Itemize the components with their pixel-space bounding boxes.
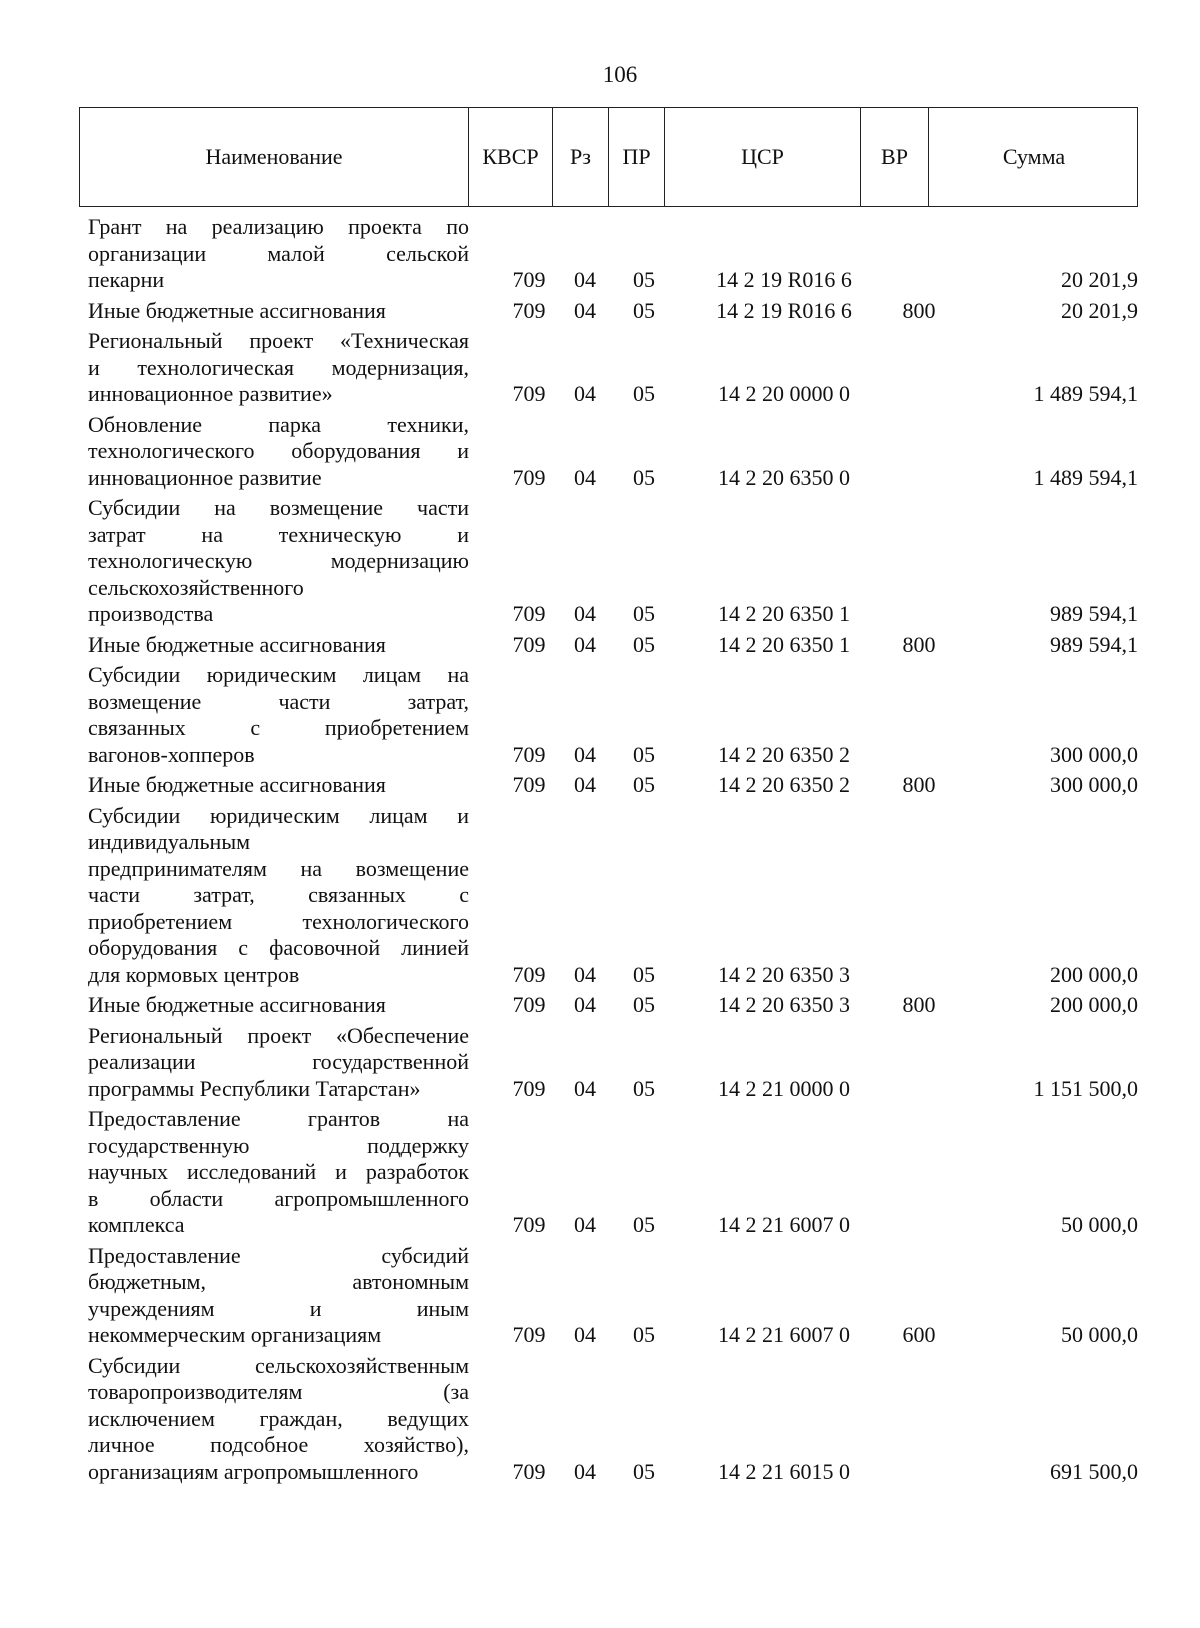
- table-row: [79, 328, 1138, 408]
- row-name-line: Грант на реализацию проекта по: [88, 214, 469, 239]
- row-sum: 50 000,0: [1061, 1212, 1138, 1237]
- column-header-name: Наименование: [205, 144, 343, 169]
- row-rz: 04: [574, 1322, 596, 1347]
- table-row: [79, 1243, 1138, 1349]
- row-name-line: производства: [88, 601, 214, 626]
- table-row: [79, 412, 1138, 492]
- table-row: [79, 803, 1138, 989]
- row-name-line: пекарни: [88, 267, 165, 292]
- column-header-rz: Рз: [552, 108, 608, 206]
- table-row: [79, 1353, 1138, 1486]
- row-csr: 14 2 20 6350 2: [718, 741, 850, 767]
- row-name-line: Иные бюджетные ассигнования: [88, 772, 386, 797]
- row-csr: 14 2 21 0000 0: [718, 1075, 850, 1101]
- row-rz: 04: [574, 297, 596, 323]
- row-sum: 691 500,0: [1050, 1458, 1138, 1484]
- row-name: [88, 495, 469, 628]
- row-name-line: в области агропромышленного: [88, 1185, 469, 1211]
- row-kvsr: 709: [512, 297, 546, 323]
- row-pr: 05: [633, 1458, 655, 1484]
- row-name-line: Субсидии сельскохозяйственным: [88, 1352, 469, 1378]
- row-pr: 05: [633, 741, 655, 767]
- row-name: [88, 992, 469, 1019]
- row-name-line: сельскохозяйственного: [88, 574, 304, 600]
- row-rz: 04: [574, 631, 596, 657]
- row-sum: 1 489 594,1: [1033, 464, 1138, 490]
- row-csr: 14 2 21 6007 0: [718, 1322, 850, 1347]
- row-name: [88, 1023, 469, 1103]
- table-row: [79, 1106, 1138, 1239]
- row-name-line: программы Республики Татарстан»: [88, 1075, 421, 1101]
- row-kvsr: 709: [512, 1075, 546, 1101]
- row-kvsr: 709: [512, 1322, 546, 1347]
- row-name-line: связанных с приобретением: [88, 715, 469, 740]
- row-name-line: вагонов-хопперов: [88, 741, 255, 767]
- row-sum: 1 151 500,0: [1033, 1075, 1138, 1101]
- row-name-line: Региональный проект «Техническая: [88, 328, 469, 353]
- row-csr: 14 2 20 6350 1: [718, 601, 850, 626]
- row-sum: 20 201,9: [1061, 297, 1138, 323]
- row-pr: 05: [633, 464, 655, 490]
- row-name: [88, 1243, 469, 1349]
- row-rz: 04: [574, 267, 596, 292]
- row-pr: 05: [633, 992, 655, 1017]
- column-header-pr: ПР: [608, 108, 664, 206]
- row-name-line: возмещение части затрат,: [88, 688, 469, 714]
- row-name-line: Иные бюджетные ассигнования: [88, 297, 386, 323]
- row-kvsr: 709: [512, 464, 546, 490]
- table-body: [79, 210, 1138, 1485]
- row-pr: 05: [633, 297, 655, 323]
- column-header-kvsr: КВСР: [468, 108, 552, 206]
- row-sum: 989 594,1: [1050, 631, 1138, 657]
- row-rz: 04: [574, 601, 596, 626]
- row-pr: 05: [633, 1212, 655, 1237]
- row-name: [88, 803, 469, 989]
- row-rz: 04: [574, 992, 596, 1017]
- row-name-line: товаропроизводителям (за: [88, 1379, 469, 1404]
- row-name-line: технологического оборудования и: [88, 438, 469, 463]
- row-name-line: части затрат, связанных с: [88, 882, 469, 907]
- row-name-line: для кормовых центров: [88, 961, 300, 987]
- page-number: 106: [602, 62, 638, 87]
- row-name-line: Субсидии юридическим лицам на: [88, 662, 469, 687]
- table-header: [79, 107, 1138, 207]
- row-rz: 04: [574, 1458, 596, 1484]
- row-kvsr: 709: [512, 267, 546, 292]
- row-pr: 05: [633, 772, 655, 797]
- row-vr: 600: [902, 1322, 936, 1347]
- table-row: [79, 772, 1138, 799]
- row-csr: 14 2 21 6015 0: [718, 1458, 850, 1484]
- row-csr: 14 2 20 0000 0: [718, 381, 850, 406]
- row-name: [88, 1106, 469, 1239]
- row-sum: 1 489 594,1: [1033, 381, 1138, 406]
- row-name-line: инновационное развитие»: [88, 381, 333, 406]
- row-rz: 04: [574, 961, 596, 987]
- row-csr: 14 2 20 6350 3: [718, 961, 850, 987]
- row-rz: 04: [574, 381, 596, 406]
- row-pr: 05: [633, 1322, 655, 1347]
- row-name: [88, 328, 469, 408]
- row-kvsr: 709: [512, 1212, 546, 1237]
- row-name: [88, 662, 469, 768]
- row-name-line: технологическую модернизацию: [88, 548, 469, 573]
- column-header-csr: ЦСР: [664, 108, 860, 206]
- row-name-line: государственную поддержку: [88, 1132, 469, 1158]
- row-sum: 50 000,0: [1061, 1322, 1138, 1347]
- row-name-line: личное подсобное хозяйство),: [88, 1432, 469, 1457]
- row-name-line: Субсидии юридическим лицам и: [88, 802, 469, 828]
- row-pr: 05: [633, 381, 655, 406]
- row-sum: 989 594,1: [1050, 601, 1138, 626]
- row-name: [88, 1353, 469, 1486]
- table-row: [79, 662, 1138, 768]
- row-name-line: Иные бюджетные ассигнования: [88, 631, 386, 657]
- row-rz: 04: [574, 464, 596, 490]
- row-name-line: Предоставление грантов на: [88, 1106, 469, 1131]
- row-name-line: исключением граждан, ведущих: [88, 1405, 469, 1431]
- row-sum: 300 000,0: [1050, 741, 1138, 767]
- row-kvsr: 709: [512, 992, 546, 1017]
- row-rz: 04: [574, 772, 596, 797]
- row-name-line: научных исследований и разработок: [88, 1159, 469, 1184]
- row-name-line: Региональный проект «Обеспечение: [88, 1022, 469, 1048]
- row-sum: 200 000,0: [1050, 961, 1138, 987]
- row-name-line: Субсидии на возмещение части: [88, 495, 469, 520]
- row-kvsr: 709: [512, 961, 546, 987]
- row-csr: 14 2 20 6350 1: [718, 631, 850, 657]
- row-pr: 05: [633, 631, 655, 657]
- row-name-line: некоммерческим организациям: [88, 1322, 382, 1347]
- row-pr: 05: [633, 961, 655, 987]
- row-pr: 05: [633, 1075, 655, 1101]
- row-rz: 04: [574, 741, 596, 767]
- row-name-line: Обновление парка техники,: [88, 411, 469, 437]
- row-vr: 800: [902, 297, 936, 323]
- row-kvsr: 709: [512, 1458, 546, 1484]
- row-kvsr: 709: [512, 381, 546, 406]
- table-row: [79, 495, 1138, 628]
- row-csr: 14 2 21 6007 0: [718, 1212, 850, 1237]
- row-csr: 14 2 20 6350 3: [718, 992, 850, 1017]
- table-row: [79, 298, 1138, 325]
- row-kvsr: 709: [512, 741, 546, 767]
- table-row: [79, 632, 1138, 659]
- row-sum: 20 201,9: [1061, 267, 1138, 292]
- row-name-line: Иные бюджетные ассигнования: [88, 992, 386, 1017]
- row-rz: 04: [574, 1075, 596, 1101]
- row-name: [88, 214, 469, 294]
- row-rz: 04: [574, 1212, 596, 1237]
- row-name-line: индивидуальным: [88, 829, 251, 854]
- row-pr: 05: [633, 601, 655, 626]
- row-name-line: предпринимателям на возмещение: [88, 855, 469, 881]
- row-name-line: инновационное развитие: [88, 464, 322, 490]
- table-row: [79, 214, 1138, 294]
- row-name-line: оборудования с фасовочной линией: [88, 935, 469, 960]
- row-pr: 05: [633, 267, 655, 292]
- row-vr: 800: [902, 772, 936, 797]
- row-name-line: бюджетным, автономным: [88, 1269, 469, 1294]
- row-sum: 200 000,0: [1050, 992, 1138, 1017]
- row-name-line: учреждениям и иным: [88, 1295, 469, 1321]
- row-name-line: организации малой сельской: [88, 240, 469, 266]
- row-name: [88, 298, 469, 325]
- row-name: [88, 412, 469, 492]
- row-name-line: организациям агропромышленного: [88, 1458, 419, 1484]
- row-name: [88, 632, 469, 659]
- row-csr: 14 2 19 R016 6: [716, 267, 852, 292]
- row-vr: 800: [902, 631, 936, 657]
- row-csr: 14 2 19 R016 6: [716, 297, 852, 323]
- table-row: [79, 1023, 1138, 1103]
- row-kvsr: 709: [512, 631, 546, 657]
- row-name-line: затрат на техническую и: [88, 521, 469, 547]
- row-csr: 14 2 20 6350 2: [718, 772, 850, 797]
- row-kvsr: 709: [512, 601, 546, 626]
- row-csr: 14 2 20 6350 0: [718, 464, 850, 490]
- row-kvsr: 709: [512, 772, 546, 797]
- row-name-line: комплекса: [88, 1212, 185, 1237]
- column-header-vr: ВР: [860, 108, 928, 206]
- row-name-line: приобретением технологического: [88, 908, 469, 934]
- row-name-line: Предоставление субсидий: [88, 1242, 469, 1268]
- column-header-sum: Сумма: [928, 108, 1139, 206]
- row-name: [88, 772, 469, 799]
- row-name-line: реализации государственной: [88, 1049, 469, 1074]
- row-name-line: и технологическая модернизация,: [88, 354, 469, 380]
- table-row: [79, 992, 1138, 1019]
- row-vr: 800: [902, 992, 936, 1017]
- row-sum: 300 000,0: [1050, 772, 1138, 797]
